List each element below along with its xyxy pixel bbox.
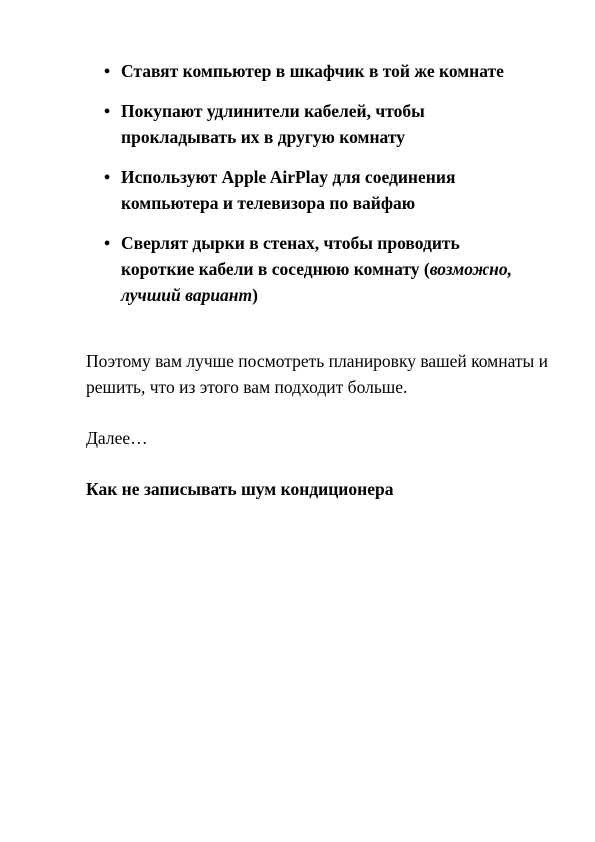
list-item-note-open: ( — [423, 259, 430, 279]
list-item-text: Сверлят дырки в стенах, чтобы проводить короткие кабели в соседнюю комнату — [121, 233, 460, 279]
list-item-note-close: ) — [252, 285, 258, 305]
list-item-text: Используют Apple AirPlay для соединения компьютера и телевизора по вайфаю — [121, 167, 456, 213]
list-item-text: Покупают удлинители кабелей, чтобы прокладывать их в другую комнату — [121, 101, 425, 147]
bullet-icon: • — [104, 233, 111, 253]
bullet-list — [104, 58, 524, 322]
list-item-note-italic: возможно, лучший вариант — [121, 259, 513, 305]
bullet-icon: • — [104, 167, 111, 187]
list-item — [104, 230, 524, 308]
next-paragraph: Далее… — [86, 428, 148, 448]
list-item — [104, 164, 524, 216]
list-item — [104, 58, 524, 84]
list-item-text: Ставят компьютер в шкафчик в той же комнате — [121, 61, 504, 81]
bullet-icon: • — [104, 61, 111, 81]
summary-paragraph: Поэтому вам лучше посмотреть планировку вашей комнаты и решить, что из этого вам подходит больше. — [86, 351, 549, 397]
section-heading: Как не записывать шум кондиционера — [86, 479, 394, 499]
list-item — [104, 98, 524, 150]
bullet-icon: • — [104, 101, 111, 121]
